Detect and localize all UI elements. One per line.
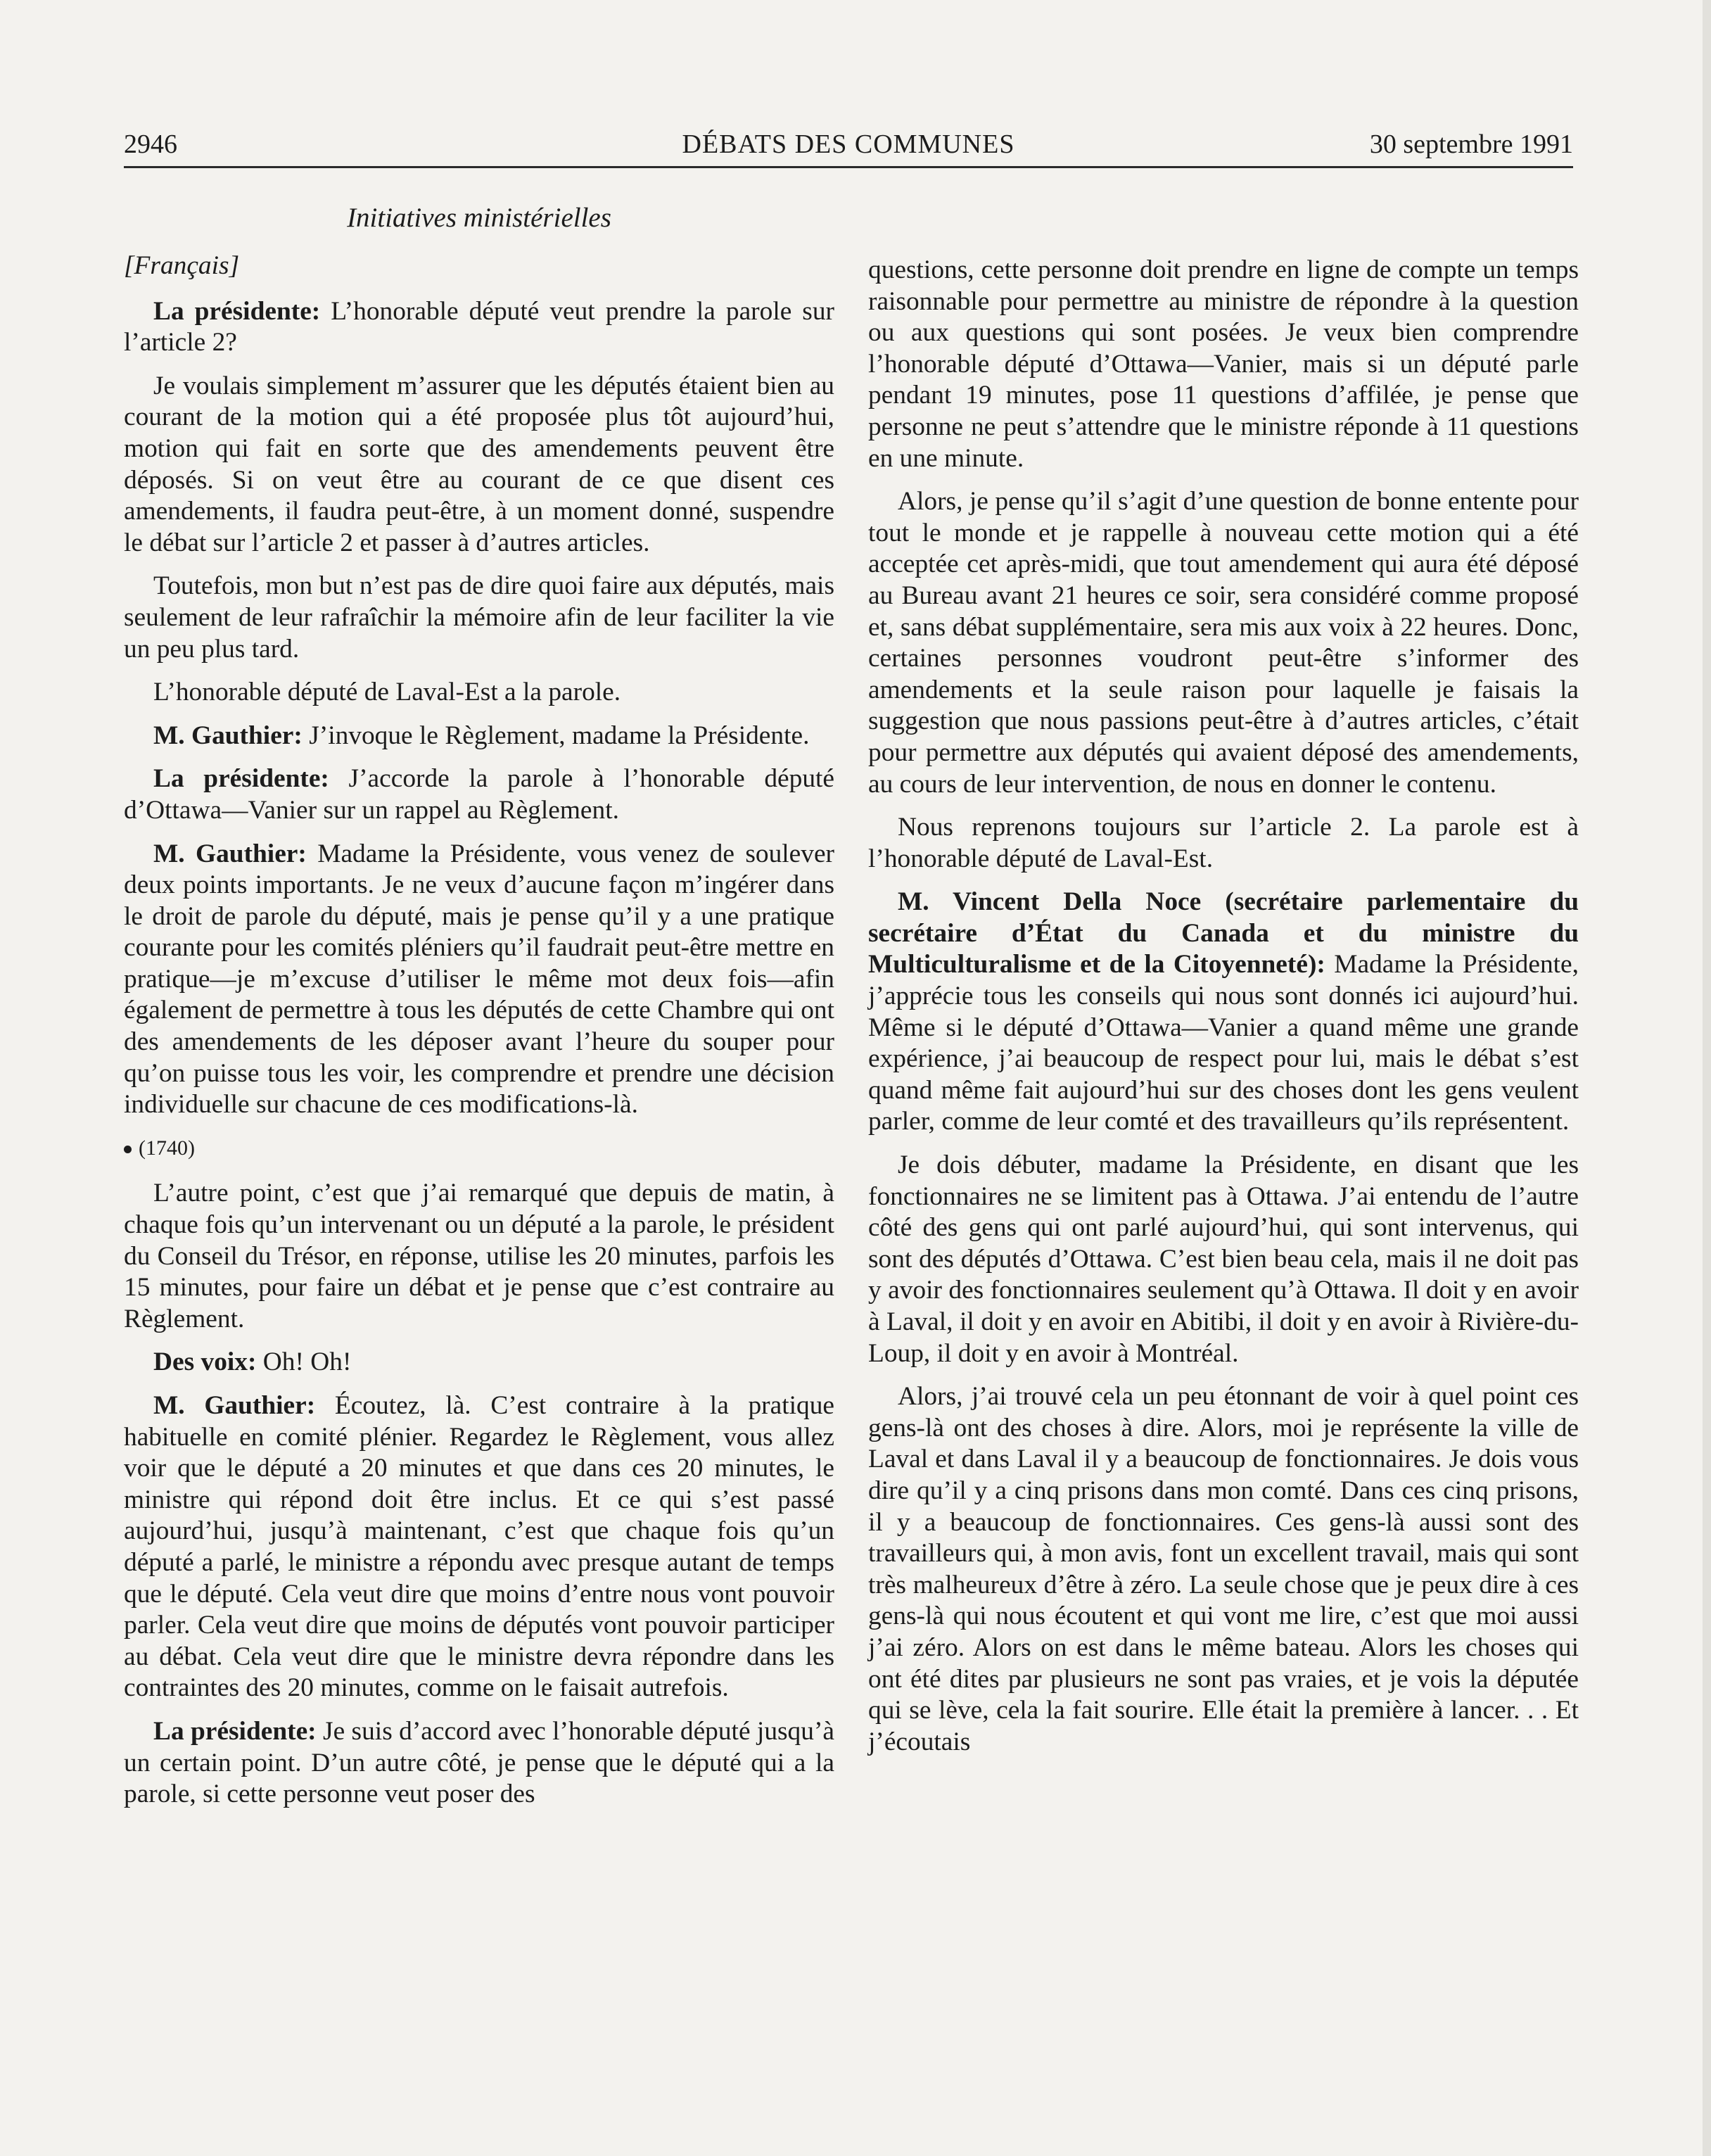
speaker-name: M. Vincent Della Noce (secrétaire parlementaire du secrétaire d’État du Canada et du ministre du Multiculturalisme et de la Citoyenneté):: [868, 887, 1579, 979]
speech-text: L’honorable député veut prendre la parole sur l’article 2?: [124, 296, 835, 357]
publication-title: DÉBATS DES COMMUNES: [682, 129, 1015, 159]
speech-text: J’accorde la parole à l’honorable député d’Ottawa—Vanier sur un rappel au Règlement.: [124, 764, 834, 825]
left-column: [124, 251, 834, 1822]
timestamp: [124, 1133, 834, 1165]
speech-text: Écoutez, là. C’est contraire à la pratique habituelle en comité plénier. Regardez le Règlement, vous allez voir que le député a 20 minutes et que dans ces 20 minutes, le ministre qui répond doit être inclus. Et ce qui s’est passé aujourd’hui, jusqu’à maintenant, c’est que chaque fois qu’un député a parlé, le ministre a répondu avec presque autant de temps que le député. Cela veut dire que moins d’entre nous vont pouvoir parler. Cela veut dire que moins de députés vont pouvoir participer au débat. Cela veut dire que le ministre devra répondre dans les contraintes des 20 minutes, comme on le faisait autrefois.: [124, 1391, 834, 1703]
paragraph: [124, 296, 834, 359]
speech-text: Oh! Oh!: [256, 1348, 352, 1377]
paragraph: [124, 839, 834, 1121]
paragraph: Alors, j’ai trouvé cela un peu étonnant de voir à quel point ces gens-là ont des choses à dire. Alors, moi je représente la ville de Laval et dans Laval il y a beaucoup de fonctionnaires. Je dois vous dire qu’il y a cinq prisons dans mon comté. Dans ces cinq prisons, il y a beaucoup de fonctionnaires. Ces gens-là aussi sont des travailleurs qui, à mon avis, font un excellent travail, mais qui sont très malheureux d’être à zéro. La seule chose que je peux dire à ces gens-là qui nous écoutent et qui vont me lire, c’est que moi aussi j’ai zéro. Alors on est dans le même bateau. Alors les choses qui ont été dites par plusieurs ne sont pas vraies, et je vois la députée qui se lève, cela la fait sourire. Elle était la première à lancer. . . Et j’écoutais: [868, 1382, 1579, 1756]
speaker-name: La présidente:: [153, 296, 321, 326]
speaker-name: La présidente:: [153, 764, 329, 794]
speech-text: Madame la Présidente, vous venez de soulever deux points importants. Je ne veux d’aucune façon m’ingérer dans le droit de parole du député, mais je pense qu’il y a une pratique courante pour les comités pléniers qu’il faudrait peut-être mettre en pratique—je m’excuse d’utiliser le même mot deux fois—afin également de permettre à tous les députés de cette Chambre qui ont des amendements de les déposer avant l’heure du souper pour qu’on puisse tous les voir, les comprendre et prendre une décision individuelle sur chacune de ces modifications-là.: [124, 839, 834, 1120]
timestamp-text: (1740): [139, 1136, 195, 1160]
right-column: [868, 255, 1579, 1770]
speaker-name: La présidente:: [153, 1716, 317, 1746]
paragraph: [124, 1716, 834, 1811]
speaker-name: M. Gauthier:: [153, 839, 307, 868]
paragraph: L’honorable député de Laval-Est a la parole.: [153, 678, 621, 707]
speaker-name: M. Gauthier:: [153, 721, 303, 750]
language-tag: [Français]: [124, 251, 240, 280]
page-edge: [1703, 0, 1711, 2156]
page-number: 2946: [124, 129, 177, 159]
speaker-name: M. Gauthier:: [153, 1391, 316, 1420]
speech-text: J’invoque le Règlement, madame la Présidente.: [302, 721, 810, 750]
paragraph: Je voulais simplement m’assurer que les députés étaient bien au courant de la motion qui a été proposée plus tôt aujourd’hui, motion qui fait en sorte que des amendements peuvent être déposés. Si on veut être au courant de ce que disent ces amendements, il faudra peut-être, à un moment donné, suspendre le débat sur l’article 2 et passer à d’autres articles.: [124, 371, 834, 557]
page-header: [124, 127, 1573, 168]
paragraph: Toutefois, mon but n’est pas de dire quoi faire aux députés, mais seulement de leur rafraîchir la mémoire afin de leur faciliter la vie un peu plus tard.: [124, 571, 834, 664]
header-date: 30 septembre 1991: [1369, 129, 1573, 159]
speech-text: Je suis d’accord avec l’honorable député jusqu’à un certain point. D’un autre côté, je pense que le député qui a la parole, si cette personne veut poser des: [124, 1716, 834, 1809]
bullet-icon: [124, 1146, 132, 1153]
paragraph: Je dois débuter, madame la Présidente, en disant que les fonctionnaires ne se limitent pas à Ottawa. J’ai entendu de l’autre côté des gens qui ont parlé aujourd’hui, qui sont intervenus, qui sont des députés d’Ottawa. C’est bien beau cela, mais il ne doit pas y avoir des fonctionnaires seulement qu’à Ottawa. Il doit y en avoir à Laval, il doit y en avoir en Abitibi, il doit y en avoir à Rivière-du-Loup, il doit y en avoir à Montréal.: [868, 1150, 1579, 1368]
paragraph: questions, cette personne doit prendre en ligne de compte un temps raisonnable pour permettre au ministre de répondre à la question ou aux questions qui sont posées. Je veux bien comprendre l’honorable député d’Ottawa—Vanier, mais si un député parle pendant 19 minutes, pose 11 questions d’affilée, je pense que personne ne peut s’attendre que le ministre réponde à 11 questions en une minute.: [868, 255, 1579, 473]
paragraph: [124, 1347, 834, 1378]
speech-text: Madame la Présidente, j’apprécie tous les conseils qui nous sont donnés ici aujourd’hui. Même si le député d’Ottawa—Vanier a quand même une grande expérience, j’ai beaucoup de respect pour lui, mais le débat s’est quand même fait aujourd’hui sur des choses dont les gens veulent parler, comme de leur comté et des travailleurs qu’ils représentent.: [868, 950, 1579, 1136]
paragraph: Alors, je pense qu’il s’agit d’une question de bonne entente pour tout le monde et je rappelle à nouveau cette motion qui a été acceptée cet après-midi, que tout amendement qui aura été déposé au Bureau avant 21 heures ce soir, sera considéré comme proposé et, sans débat supplémentaire, sera mis aux voix à 22 heures. Donc, certaines personnes voudront peut-être s’informer des amendements et la seule raison pour laquelle je faisais la suggestion que nous passions peut-être à d’autres articles, c’était pour permettre aux députés qui avaient déposé des amendements, au cours de leur intervention, de nous en donner le contenu.: [868, 487, 1579, 799]
paragraph: [868, 887, 1579, 1138]
paragraph: [124, 721, 834, 752]
paragraph: Nous reprenons toujours sur l’article 2. La parole est à l’honorable député de Laval-Est.: [868, 813, 1579, 873]
section-title: Initiatives ministérielles: [347, 203, 611, 233]
speaker-name: Des voix:: [153, 1348, 257, 1377]
paragraph: [124, 763, 834, 826]
paragraph: L’autre point, c’est que j’ai remarqué que depuis de matin, à chaque fois qu’un intervenant ou un député a la parole, le président du Conseil du Trésor, en réponse, utilise les 20 minutes, parfois les 15 minutes, pour faire un débat et je pense que c’est contraire au Règlement.: [124, 1179, 834, 1333]
paragraph: [124, 1390, 834, 1704]
